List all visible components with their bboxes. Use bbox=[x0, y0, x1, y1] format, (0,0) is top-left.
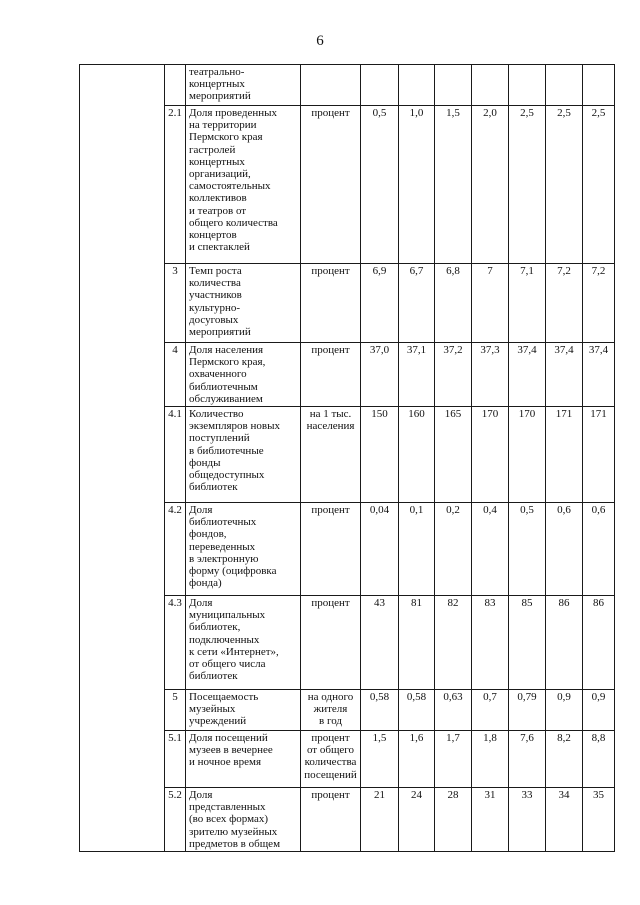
value-cell: 37,3 bbox=[472, 343, 509, 407]
value-cell: 1,5 bbox=[435, 106, 472, 264]
value-cell: 0,63 bbox=[435, 690, 472, 731]
value-cell: 171 bbox=[546, 407, 583, 503]
indicator-name-cell: Доля посещений музеев в вечернее и ночное время bbox=[186, 731, 301, 788]
value-cell: 0,6 bbox=[583, 503, 615, 596]
value-cell: 37,4 bbox=[509, 343, 546, 407]
value-cell: 21 bbox=[361, 788, 399, 852]
indicator-name-cell: Доля проведенных на территории Пермского края гастролей концертных организаций, самостоятельных коллективов и театров от общего количества концертов и спектаклей bbox=[186, 106, 301, 264]
value-cell: 0,6 bbox=[546, 503, 583, 596]
value-cell: 0,7 bbox=[472, 690, 509, 731]
unit-cell: процент bbox=[301, 106, 361, 264]
value-cell: 86 bbox=[583, 596, 615, 690]
table-body bbox=[80, 65, 615, 852]
value-cell bbox=[509, 65, 546, 106]
value-cell: 1,0 bbox=[399, 106, 435, 264]
indicator-name-cell: театрально- концертных мероприятий bbox=[186, 65, 301, 106]
value-cell: 171 bbox=[583, 407, 615, 503]
indicator-name-cell: Посещаемость музейных учреждений bbox=[186, 690, 301, 731]
value-cell: 1,6 bbox=[399, 731, 435, 788]
value-cell: 0,1 bbox=[399, 503, 435, 596]
blank-section-column bbox=[80, 65, 165, 852]
row-number-cell: 2.1 bbox=[165, 106, 186, 264]
unit-cell: процент bbox=[301, 788, 361, 852]
value-cell: 2,5 bbox=[509, 106, 546, 264]
value-cell: 0,4 bbox=[472, 503, 509, 596]
row-number-cell bbox=[165, 65, 186, 106]
value-cell: 34 bbox=[546, 788, 583, 852]
value-cell: 6,8 bbox=[435, 264, 472, 343]
value-cell: 7 bbox=[472, 264, 509, 343]
value-cell bbox=[435, 65, 472, 106]
unit-cell: процент bbox=[301, 264, 361, 343]
row-number-cell: 4.3 bbox=[165, 596, 186, 690]
table-row bbox=[80, 65, 615, 106]
value-cell: 0,04 bbox=[361, 503, 399, 596]
indicator-name-cell: Темп роста количества участников культурно- досуговых мероприятий bbox=[186, 264, 301, 343]
value-cell: 86 bbox=[546, 596, 583, 690]
value-cell: 37,0 bbox=[361, 343, 399, 407]
value-cell: 150 bbox=[361, 407, 399, 503]
value-cell: 8,8 bbox=[583, 731, 615, 788]
value-cell: 0,5 bbox=[509, 503, 546, 596]
indicator-name-cell: Количество экземпляров новых поступлений в библиотечные фонды общедоступных библиотек bbox=[186, 407, 301, 503]
unit-cell: процент bbox=[301, 343, 361, 407]
value-cell: 37,1 bbox=[399, 343, 435, 407]
value-cell: 82 bbox=[435, 596, 472, 690]
value-cell: 165 bbox=[435, 407, 472, 503]
value-cell: 0,9 bbox=[583, 690, 615, 731]
value-cell: 37,2 bbox=[435, 343, 472, 407]
unit-cell: на одного жителя в год bbox=[301, 690, 361, 731]
value-cell: 2,5 bbox=[583, 106, 615, 264]
indicators-table bbox=[79, 64, 615, 852]
value-cell: 31 bbox=[472, 788, 509, 852]
value-cell: 6,7 bbox=[399, 264, 435, 343]
value-cell: 7,2 bbox=[583, 264, 615, 343]
row-number-cell: 5.2 bbox=[165, 788, 186, 852]
value-cell: 0,58 bbox=[399, 690, 435, 731]
value-cell: 0,9 bbox=[546, 690, 583, 731]
value-cell: 7,6 bbox=[509, 731, 546, 788]
value-cell: 170 bbox=[509, 407, 546, 503]
value-cell: 28 bbox=[435, 788, 472, 852]
value-cell: 83 bbox=[472, 596, 509, 690]
value-cell: 2,5 bbox=[546, 106, 583, 264]
value-cell: 1,7 bbox=[435, 731, 472, 788]
value-cell: 0,79 bbox=[509, 690, 546, 731]
row-number-cell: 4 bbox=[165, 343, 186, 407]
value-cell: 35 bbox=[583, 788, 615, 852]
value-cell: 1,8 bbox=[472, 731, 509, 788]
row-number-cell: 3 bbox=[165, 264, 186, 343]
value-cell: 85 bbox=[509, 596, 546, 690]
unit-cell bbox=[301, 65, 361, 106]
indicator-name-cell: Доля библиотечных фондов, переведенных в электронную форму (оцифровка фонда) bbox=[186, 503, 301, 596]
value-cell: 6,9 bbox=[361, 264, 399, 343]
value-cell: 160 bbox=[399, 407, 435, 503]
indicator-name-cell: Доля представленных (во всех формах) зрителю музейных предметов в общем bbox=[186, 788, 301, 852]
value-cell: 43 bbox=[361, 596, 399, 690]
row-number-cell: 4.1 bbox=[165, 407, 186, 503]
value-cell bbox=[361, 65, 399, 106]
value-cell: 170 bbox=[472, 407, 509, 503]
value-cell: 8,2 bbox=[546, 731, 583, 788]
indicator-name-cell: Доля населения Пермского края, охваченного библиотечным обслуживанием bbox=[186, 343, 301, 407]
row-number-cell: 5 bbox=[165, 690, 186, 731]
value-cell: 7,1 bbox=[509, 264, 546, 343]
value-cell: 81 bbox=[399, 596, 435, 690]
value-cell: 0,2 bbox=[435, 503, 472, 596]
value-cell: 2,0 bbox=[472, 106, 509, 264]
value-cell bbox=[546, 65, 583, 106]
value-cell: 7,2 bbox=[546, 264, 583, 343]
unit-cell: процент bbox=[301, 503, 361, 596]
row-number-cell: 5.1 bbox=[165, 731, 186, 788]
indicator-name-cell: Доля муниципальных библиотек, подключенных к сети «Интернет», от общего числа библиотек bbox=[186, 596, 301, 690]
value-cell: 0,58 bbox=[361, 690, 399, 731]
unit-cell: процент от общего количества посещений bbox=[301, 731, 361, 788]
value-cell: 24 bbox=[399, 788, 435, 852]
value-cell: 0,5 bbox=[361, 106, 399, 264]
unit-cell: процент bbox=[301, 596, 361, 690]
value-cell bbox=[583, 65, 615, 106]
value-cell: 1,5 bbox=[361, 731, 399, 788]
page-number: 6 bbox=[316, 33, 324, 49]
row-number-cell: 4.2 bbox=[165, 503, 186, 596]
value-cell bbox=[472, 65, 509, 106]
unit-cell: на 1 тыс. населения bbox=[301, 407, 361, 503]
value-cell: 37,4 bbox=[546, 343, 583, 407]
value-cell: 33 bbox=[509, 788, 546, 852]
value-cell bbox=[399, 65, 435, 106]
value-cell: 37,4 bbox=[583, 343, 615, 407]
